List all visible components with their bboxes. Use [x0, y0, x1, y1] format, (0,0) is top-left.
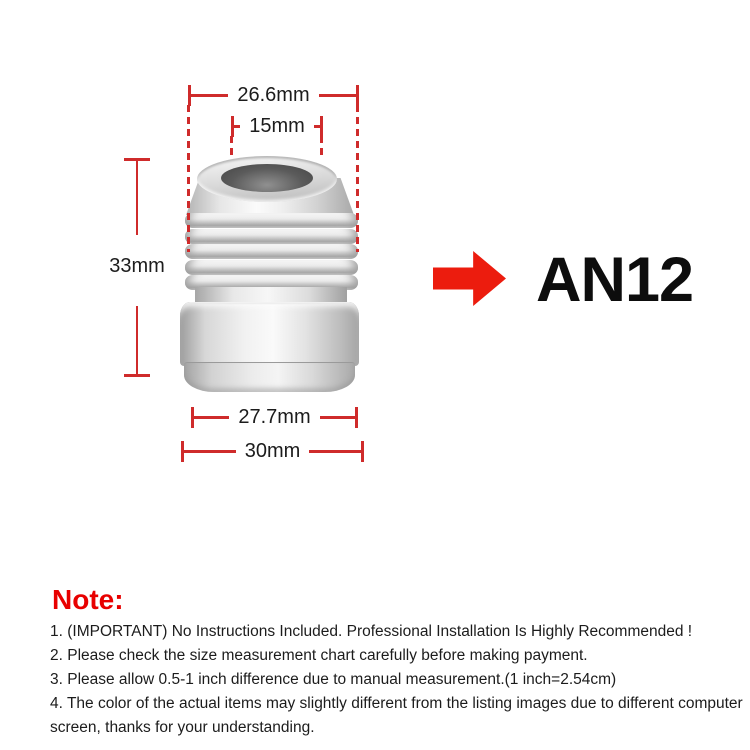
dimension-line: [319, 94, 356, 97]
dimension-bottom-outer: [181, 441, 364, 462]
part-size-label: AN12: [536, 245, 694, 315]
note-item: 1. (IMPORTANT) No Instructions Included. Professional Installation Is Highly Recommended !: [50, 623, 693, 640]
dimension-line: [136, 161, 139, 235]
extension-line-right: [356, 105, 359, 252]
dimension-tick: [124, 374, 150, 377]
note-list: [50, 620, 748, 740]
dimension-label: 15mm: [249, 115, 305, 137]
dimension-label: 30mm: [244, 440, 301, 462]
note-heading: Note:: [52, 584, 124, 615]
dimension-line: [136, 306, 139, 374]
red-right-arrow-icon: [433, 251, 506, 306]
dimension-line: [309, 450, 361, 453]
dimension-tick: [361, 441, 364, 462]
fitting-threads: [185, 213, 358, 290]
extension-line-inner-right: [320, 136, 323, 155]
dimension-top-outer: [188, 85, 359, 106]
dimension-label: 26.6mm: [237, 84, 310, 106]
dimension-bottom-inner: [191, 407, 358, 428]
thread-ridge: [185, 260, 358, 275]
dimension-line: [184, 450, 236, 453]
dimension-top-inner: [231, 116, 323, 137]
fitting-opening-hole: [221, 164, 313, 192]
dimension-tick: [320, 116, 323, 137]
dimension-height: [110, 158, 164, 377]
thread-ridge: [185, 244, 358, 259]
fitting-weld-lip: [184, 362, 355, 392]
extension-line-inner-left: [230, 136, 233, 155]
thread-ridge: [185, 213, 358, 228]
product-image-weld-fitting: [180, 155, 360, 393]
dimension-line: [191, 94, 228, 97]
dimension-tick: [355, 407, 358, 428]
note-item: 3. Please allow 0.5-1 inch difference due to manual measurement.(1 inch=2.54cm): [50, 671, 617, 688]
extension-line-left: [187, 105, 190, 252]
note-item: 2. Please check the size measurement chart carefully before making payment.: [50, 647, 588, 664]
thread-ridge: [185, 229, 358, 244]
dimension-label: 27.7mm: [238, 406, 311, 428]
dimension-line: [320, 416, 355, 419]
dimension-line: [194, 416, 229, 419]
dimension-tick: [356, 85, 359, 106]
fitting-top-rim: [197, 156, 337, 202]
note-item: 4. The color of the actual items may slightly different from the listing images due to different computer screen, thanks for your understanding.: [50, 695, 743, 736]
dimension-label: 33mm: [109, 255, 165, 277]
fitting-base: [180, 302, 359, 366]
